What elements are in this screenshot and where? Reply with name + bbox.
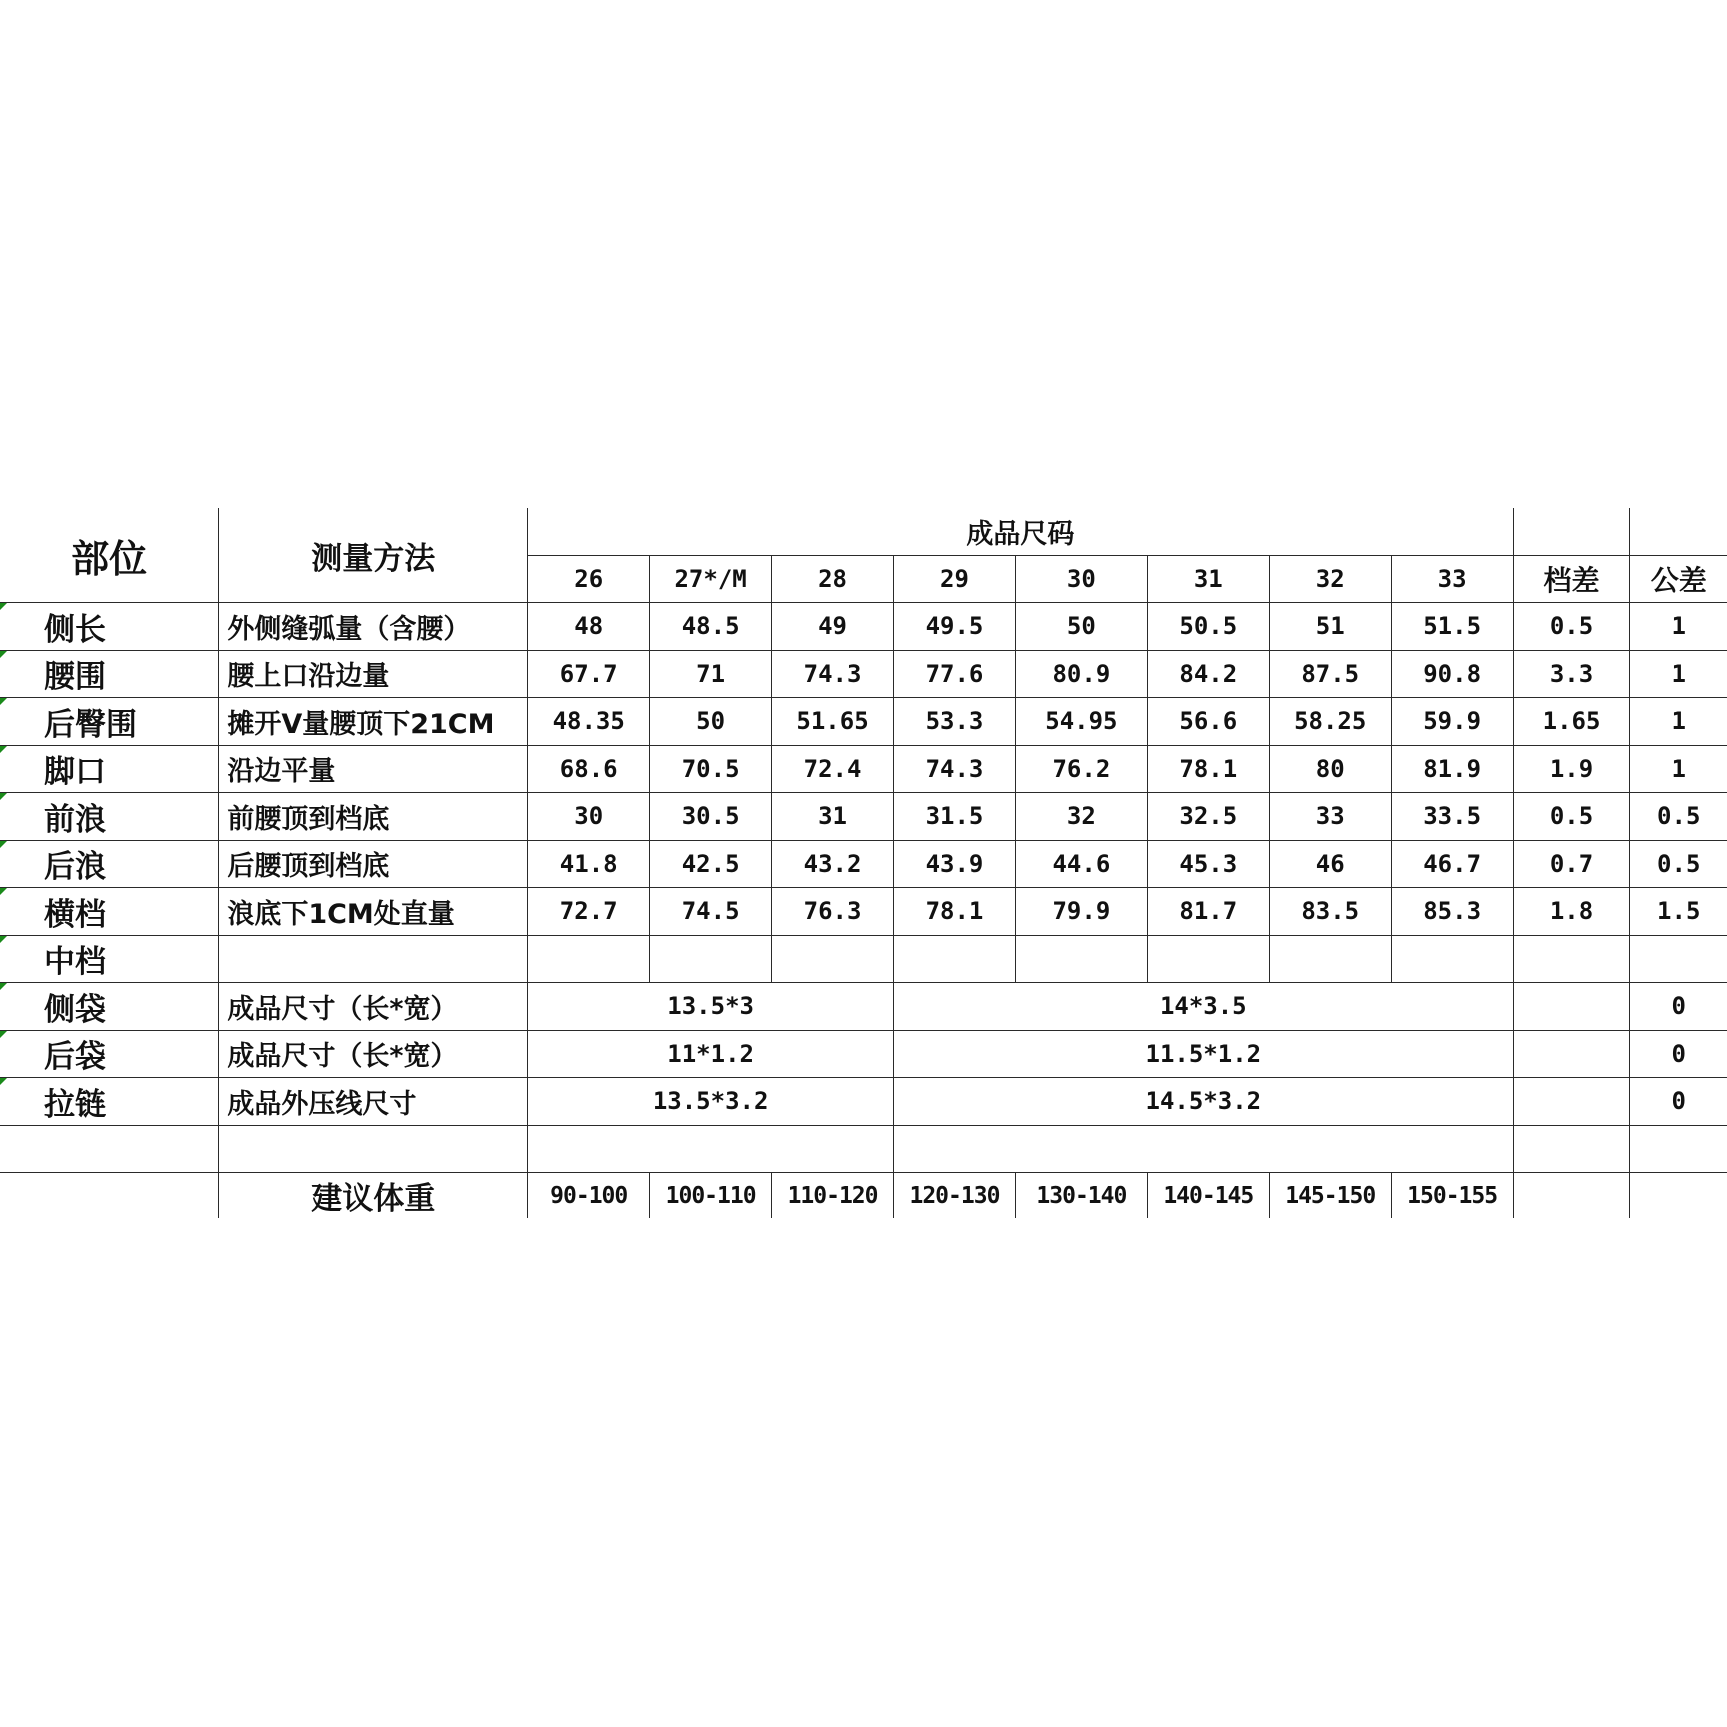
table-row bbox=[0, 603, 1727, 651]
row-part bbox=[0, 888, 219, 936]
row-part-text: 腰围 bbox=[44, 659, 106, 696]
row-value: 72.7 bbox=[528, 888, 650, 936]
row-value: 85.3 bbox=[1391, 888, 1513, 936]
row-value: 70.5 bbox=[650, 745, 772, 793]
cell-comment-marker bbox=[0, 746, 7, 753]
blank-cell bbox=[894, 1125, 1514, 1173]
row-tolerance: 1.5 bbox=[1630, 888, 1727, 936]
row-large-sizes: 11.5*1.2 bbox=[894, 1030, 1514, 1078]
row-value: 32.5 bbox=[1147, 793, 1269, 841]
row-value bbox=[1269, 935, 1391, 983]
cell-comment-marker bbox=[0, 888, 7, 895]
row-method: 前腰顶到档底 bbox=[219, 793, 528, 841]
row-value: 44.6 bbox=[1015, 840, 1147, 888]
row-value: 51 bbox=[1269, 603, 1391, 651]
row-method: 外侧缝弧量（含腰） bbox=[219, 603, 528, 651]
row-value: 30 bbox=[528, 793, 650, 841]
row-value: 80 bbox=[1269, 745, 1391, 793]
weight-value: 120-130 bbox=[894, 1173, 1016, 1219]
row-value: 56.6 bbox=[1147, 698, 1269, 746]
row-part bbox=[0, 793, 219, 841]
row-part-text: 后袋 bbox=[44, 1039, 106, 1076]
header-part: 部位 bbox=[0, 508, 219, 603]
row-method: 沿边平量 bbox=[219, 745, 528, 793]
row-part-text: 侧袋 bbox=[44, 991, 106, 1028]
row-value: 32 bbox=[1015, 793, 1147, 841]
cell-comment-marker bbox=[0, 983, 7, 990]
row-value: 31.5 bbox=[894, 793, 1016, 841]
row-value: 51.5 bbox=[1391, 603, 1513, 651]
row-value: 90.8 bbox=[1391, 650, 1513, 698]
blank-cell bbox=[1630, 1125, 1727, 1173]
row-value: 76.2 bbox=[1015, 745, 1147, 793]
row-grade bbox=[1513, 983, 1630, 1031]
weight-grade-blank bbox=[1513, 1173, 1630, 1219]
cell-comment-marker bbox=[0, 936, 7, 943]
row-method: 浪底下1CM处直量 bbox=[219, 888, 528, 936]
weight-blank bbox=[0, 1173, 219, 1219]
row-grade bbox=[1513, 1078, 1630, 1126]
row-part bbox=[0, 1030, 219, 1078]
row-grade bbox=[1513, 935, 1630, 983]
cell-comment-marker bbox=[0, 603, 7, 610]
row-value bbox=[528, 935, 650, 983]
header-finished-size: 成品尺码 bbox=[528, 508, 1513, 555]
weight-value: 140-145 bbox=[1147, 1173, 1269, 1219]
row-tolerance: 0.5 bbox=[1630, 793, 1727, 841]
row-grade: 1.9 bbox=[1513, 745, 1630, 793]
row-grade: 0.5 bbox=[1513, 793, 1630, 841]
row-value bbox=[650, 935, 772, 983]
row-grade: 0.7 bbox=[1513, 840, 1630, 888]
blank-cell bbox=[528, 1125, 894, 1173]
cell-comment-marker bbox=[0, 651, 7, 658]
row-small-sizes: 11*1.2 bbox=[528, 1030, 894, 1078]
size-col-5: 31 bbox=[1147, 555, 1269, 603]
cell-comment-marker bbox=[0, 793, 7, 800]
table-row bbox=[0, 650, 1727, 698]
blank-cell bbox=[1513, 1125, 1630, 1173]
row-value: 87.5 bbox=[1269, 650, 1391, 698]
blank-cell bbox=[219, 1125, 528, 1173]
header-blank-grade bbox=[1513, 508, 1630, 555]
row-part bbox=[0, 745, 219, 793]
row-value: 31 bbox=[772, 793, 894, 841]
row-value: 42.5 bbox=[650, 840, 772, 888]
cell-comment-marker bbox=[0, 1078, 7, 1085]
header-grade: 档差 bbox=[1513, 555, 1630, 603]
weight-row bbox=[0, 1173, 1727, 1219]
row-value: 50.5 bbox=[1147, 603, 1269, 651]
row-part-text: 侧长 bbox=[44, 611, 106, 648]
row-value bbox=[1015, 935, 1147, 983]
row-value: 72.4 bbox=[772, 745, 894, 793]
row-method: 后腰顶到档底 bbox=[219, 840, 528, 888]
cell-comment-marker bbox=[0, 1031, 7, 1038]
row-value: 58.25 bbox=[1269, 698, 1391, 746]
weight-value: 150-155 bbox=[1391, 1173, 1513, 1219]
row-part-text: 后浪 bbox=[44, 849, 106, 886]
row-grade: 3.3 bbox=[1513, 650, 1630, 698]
table-row bbox=[0, 745, 1727, 793]
row-value: 77.6 bbox=[894, 650, 1016, 698]
row-part-text: 拉链 bbox=[44, 1086, 106, 1123]
row-grade bbox=[1513, 1030, 1630, 1078]
table-row bbox=[0, 698, 1727, 746]
row-value: 51.65 bbox=[772, 698, 894, 746]
row-method: 摊开V量腰顶下21CM bbox=[219, 698, 528, 746]
row-value: 81.7 bbox=[1147, 888, 1269, 936]
row-part-text: 脚口 bbox=[44, 754, 106, 791]
table-row bbox=[0, 793, 1727, 841]
row-value bbox=[894, 935, 1016, 983]
row-value: 46.7 bbox=[1391, 840, 1513, 888]
row-part bbox=[0, 983, 219, 1031]
row-method bbox=[219, 935, 528, 983]
row-tolerance: 1 bbox=[1630, 603, 1727, 651]
row-tolerance: 1 bbox=[1630, 745, 1727, 793]
row-value: 76.3 bbox=[772, 888, 894, 936]
row-value: 33 bbox=[1269, 793, 1391, 841]
weight-value: 90-100 bbox=[528, 1173, 650, 1219]
row-grade: 1.8 bbox=[1513, 888, 1630, 936]
row-part bbox=[0, 840, 219, 888]
row-tolerance bbox=[1630, 935, 1727, 983]
table-row bbox=[0, 888, 1727, 936]
row-part bbox=[0, 603, 219, 651]
header-tolerance: 公差 bbox=[1630, 555, 1727, 603]
row-part bbox=[0, 1078, 219, 1126]
row-value: 30.5 bbox=[650, 793, 772, 841]
row-method: 成品尺寸（长*宽） bbox=[219, 983, 528, 1031]
row-value: 81.9 bbox=[1391, 745, 1513, 793]
row-large-sizes: 14.5*3.2 bbox=[894, 1078, 1514, 1126]
row-value: 48.35 bbox=[528, 698, 650, 746]
row-method: 成品外压线尺寸 bbox=[219, 1078, 528, 1126]
row-value: 50 bbox=[1015, 603, 1147, 651]
row-value: 43.2 bbox=[772, 840, 894, 888]
row-grade: 0.5 bbox=[1513, 603, 1630, 651]
weight-label: 建议体重 bbox=[219, 1173, 528, 1219]
row-value: 48.5 bbox=[650, 603, 772, 651]
weight-value: 100-110 bbox=[650, 1173, 772, 1219]
row-large-sizes: 14*3.5 bbox=[894, 983, 1514, 1031]
header-method: 测量方法 bbox=[219, 508, 528, 603]
table-row bbox=[0, 1030, 1727, 1078]
table-row bbox=[0, 840, 1727, 888]
weight-tolerance-blank bbox=[1630, 1173, 1727, 1219]
row-value: 59.9 bbox=[1391, 698, 1513, 746]
row-value: 53.3 bbox=[894, 698, 1016, 746]
row-value: 74.5 bbox=[650, 888, 772, 936]
row-part bbox=[0, 935, 219, 983]
row-value: 33.5 bbox=[1391, 793, 1513, 841]
cell-comment-marker bbox=[0, 698, 7, 705]
table-row bbox=[0, 983, 1727, 1031]
blank-cell bbox=[0, 1125, 219, 1173]
row-value: 48 bbox=[528, 603, 650, 651]
row-value: 74.3 bbox=[772, 650, 894, 698]
row-value: 50 bbox=[650, 698, 772, 746]
weight-value: 145-150 bbox=[1269, 1173, 1391, 1219]
blank-row bbox=[0, 1125, 1727, 1173]
size-col-3: 29 bbox=[894, 555, 1016, 603]
row-value: 41.8 bbox=[528, 840, 650, 888]
row-part bbox=[0, 650, 219, 698]
row-part-text: 后臀围 bbox=[44, 706, 137, 743]
size-col-0: 26 bbox=[528, 555, 650, 603]
row-tolerance: 0 bbox=[1630, 1030, 1727, 1078]
weight-value: 110-120 bbox=[772, 1173, 894, 1219]
row-value: 74.3 bbox=[894, 745, 1016, 793]
row-tolerance: 0 bbox=[1630, 983, 1727, 1031]
row-value bbox=[1391, 935, 1513, 983]
row-value bbox=[772, 935, 894, 983]
row-grade: 1.65 bbox=[1513, 698, 1630, 746]
row-value: 45.3 bbox=[1147, 840, 1269, 888]
row-tolerance: 0.5 bbox=[1630, 840, 1727, 888]
size-chart-table bbox=[0, 508, 1727, 1218]
row-value: 49.5 bbox=[894, 603, 1016, 651]
header-blank-tolerance bbox=[1630, 508, 1727, 555]
row-part-text: 横档 bbox=[44, 896, 106, 933]
cell-comment-marker bbox=[0, 841, 7, 848]
row-small-sizes: 13.5*3.2 bbox=[528, 1078, 894, 1126]
row-value: 78.1 bbox=[894, 888, 1016, 936]
size-col-4: 30 bbox=[1015, 555, 1147, 603]
row-value bbox=[1147, 935, 1269, 983]
row-tolerance: 1 bbox=[1630, 698, 1727, 746]
row-value: 46 bbox=[1269, 840, 1391, 888]
row-value: 83.5 bbox=[1269, 888, 1391, 936]
row-value: 68.6 bbox=[528, 745, 650, 793]
size-col-7: 33 bbox=[1391, 555, 1513, 603]
table-row bbox=[0, 935, 1727, 983]
row-value: 71 bbox=[650, 650, 772, 698]
table-row bbox=[0, 1078, 1727, 1126]
row-value: 79.9 bbox=[1015, 888, 1147, 936]
weight-value: 130-140 bbox=[1015, 1173, 1147, 1219]
row-value: 49 bbox=[772, 603, 894, 651]
row-value: 43.9 bbox=[894, 840, 1016, 888]
size-col-2: 28 bbox=[772, 555, 894, 603]
size-col-1: 27*/M bbox=[650, 555, 772, 603]
row-tolerance: 0 bbox=[1630, 1078, 1727, 1126]
row-method: 成品尺寸（长*宽） bbox=[219, 1030, 528, 1078]
row-value: 67.7 bbox=[528, 650, 650, 698]
row-part-text: 前浪 bbox=[44, 801, 106, 838]
row-value: 54.95 bbox=[1015, 698, 1147, 746]
row-value: 84.2 bbox=[1147, 650, 1269, 698]
size-col-6: 32 bbox=[1269, 555, 1391, 603]
row-value: 78.1 bbox=[1147, 745, 1269, 793]
row-value: 80.9 bbox=[1015, 650, 1147, 698]
row-tolerance: 1 bbox=[1630, 650, 1727, 698]
row-method: 腰上口沿边量 bbox=[219, 650, 528, 698]
row-part bbox=[0, 698, 219, 746]
row-part-text: 中档 bbox=[44, 944, 106, 981]
row-small-sizes: 13.5*3 bbox=[528, 983, 894, 1031]
